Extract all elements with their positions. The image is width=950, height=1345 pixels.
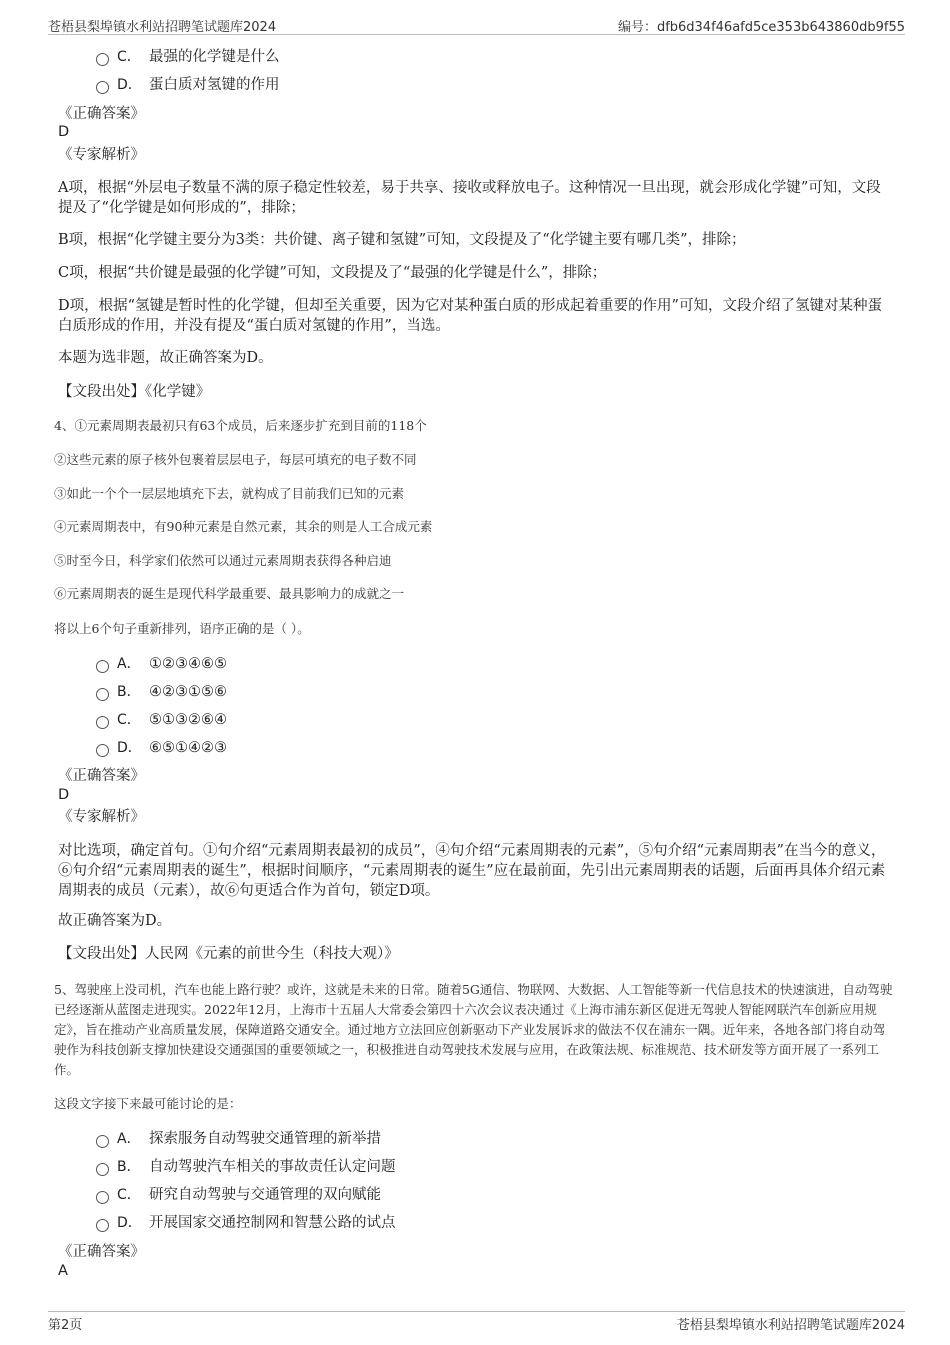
option-b[interactable]: B． 自动驾驶汽车相关的事故责任认定问题 (96, 1156, 396, 1178)
analysis-label: 《专家解析》 (58, 809, 145, 825)
option-text: 蛋白质对氢键的作用 (149, 77, 280, 93)
option-d[interactable]: D． ⑥⑤①④②③ (96, 737, 227, 759)
analysis-conclusion: 故正确答案为D。 (58, 913, 172, 929)
header-title: 苍梧县梨埠镇水利站招聘笔试题库2024 (48, 20, 277, 35)
analysis-paragraph: D项，根据“氢键是暂时性的化学键，但却至关重要，因为它对某种蛋白质的形成起着重要的作用”可知，文段介绍了氢键对某种蛋白质形成的作用，并没有提及“蛋白质对氢键的作用”，当选。 (58, 298, 882, 334)
analysis-conclusion: 本题为选非题，故正确答案为D。 (58, 350, 273, 366)
question-line: ⑤时至今日，科学家们依然可以通过元素周期表获得各种启迪 (54, 553, 392, 568)
analysis-paragraph: B项，根据“化学键主要分为3类：共价键、离子键和氢键”可知，文段提及了“化学键主要有哪几类”，排除； (58, 232, 746, 248)
answer-label: 《正确答案》 (58, 768, 145, 784)
footer-title: 苍梧县梨埠镇水利站招聘笔试题库2024 (676, 1318, 905, 1333)
option-text: ①②③④⑥⑤ (149, 656, 227, 672)
page-header (48, 14, 905, 35)
question-line: ⑥元素周期表的诞生是现代科学最重要、最具影响力的成就之一 (54, 586, 405, 601)
option-text: 开展国家交通控制网和智慧公路的试点 (149, 1215, 396, 1231)
question-prompt: 这段文字接下来最可能讨论的是： (54, 1096, 242, 1111)
option-b[interactable]: B． ④②③①⑤⑥ (96, 681, 227, 703)
option-text: 探索服务自动驾驶交通管理的新举措 (149, 1131, 381, 1147)
option-text: ④②③①⑤⑥ (149, 684, 227, 700)
source-citation: 【文段出处】《化学键》 (58, 384, 211, 400)
radio-icon[interactable] (96, 1191, 109, 1204)
radio-icon[interactable] (96, 1135, 109, 1148)
answer-value: D (58, 124, 70, 140)
option-text: 研究自动驾驶与交通管理的双向赋能 (149, 1187, 381, 1203)
option-text: 自动驾驶汽车相关的事故责任认定问题 (149, 1159, 396, 1175)
header-serial: 编号：dfb6d34f46afd5ce353b643860db9f55 (617, 20, 905, 35)
question-line: ②这些元素的原子核外包裹着层层电子，每层可填充的电子数不同 (54, 452, 417, 467)
page-number: 第2页 (48, 1318, 83, 1333)
radio-icon[interactable] (96, 53, 109, 66)
analysis-paragraph: C项，根据“共价键是最强的化学键”可知，文段提及了“最强的化学键是什么”，排除； (58, 265, 607, 281)
page-footer (48, 1311, 905, 1336)
question-passage: 5、驾驶座上没司机，汽车也能上路行驶？或许，这就是未来的日常。随着5G通信、物联网、大数据、人工智能等新一代信息技术的快速演进，自动驾驶已经逐渐从蓝图走进现实。2022年12月，上海市十五届人大常委会第四十六次会议表决通过《上海市浦东新区促进无驾驶人智能网联汽车创新应用规定》，旨在推动产业高质量发展，保障道路交通安全。通过地方立法回应创新驱动下产业发展诉求的做法不仅在浦东一隅。近年来，各地各部门将自动驾驶作为科技创新支撑加快建设交通强国的重要领域之一，积极推进自动驾驶技术发展与应用，在政策法规、标准规范、技术研发等方面开展了一系列工作。 (54, 982, 893, 1077)
question-line: ④元素周期表中，有90种元素是自然元素，其余的则是人工合成元素 (54, 519, 433, 534)
option-d[interactable]: D． 开展国家交通控制网和智慧公路的试点 (96, 1212, 396, 1234)
radio-icon[interactable] (96, 716, 109, 729)
option-c[interactable]: C． 研究自动驾驶与交通管理的双向赋能 (96, 1184, 381, 1206)
answer-value: A (58, 1263, 68, 1279)
option-text: ⑤①③②⑥④ (149, 712, 227, 728)
option-c[interactable]: C． ⑤①③②⑥④ (96, 709, 227, 731)
option-text: ⑥⑤①④②③ (149, 740, 227, 756)
option-a[interactable]: A． ①②③④⑥⑤ (96, 653, 227, 675)
analysis-label: 《专家解析》 (58, 147, 145, 163)
question-prompt: 将以上6个句子重新排列，语序正确的是（ ）。 (54, 621, 310, 636)
source-citation: 【文段出处】人民网《元素的前世今生（科技大观）》 (58, 946, 399, 962)
radio-icon[interactable] (96, 744, 109, 757)
option-d[interactable]: D． 蛋白质对氢键的作用 (96, 74, 280, 96)
option-c[interactable]: C． 最强的化学键是什么 (96, 46, 280, 68)
radio-icon[interactable] (96, 81, 109, 94)
option-a[interactable]: A． 探索服务自动驾驶交通管理的新举措 (96, 1128, 381, 1150)
radio-icon[interactable] (96, 660, 109, 673)
option-text: 最强的化学键是什么 (149, 49, 280, 65)
question-line: 4、①元素周期表最初只有63个成员，后来逐步扩充到目前的118个 (54, 418, 427, 433)
answer-value: D (58, 787, 70, 803)
answer-label: 《正确答案》 (58, 1244, 145, 1260)
radio-icon[interactable] (96, 1219, 109, 1232)
radio-icon[interactable] (96, 688, 109, 701)
question-line: ③如此一个个一层层地填充下去，就构成了目前我们已知的元素 (54, 486, 405, 501)
radio-icon[interactable] (96, 1163, 109, 1176)
analysis-paragraph: A项，根据“外层电子数量不满的原子稳定性较差，易于共享、接收或释放电子。这种情况一旦出现，就会形成化学键”可知，文段提及了“化学键是如何形成的”，排除； (58, 180, 881, 216)
analysis-paragraph: 对比选项，确定首句。①句介绍“元素周期表最初的成员”，④句介绍“元素周期表的元素”，⑤句介绍“元素周期表”在当今的意义，⑥句介绍“元素周期表的诞生”，根据时间顺序，“元素周期表的诞生”应在最前面，先引出元素周期表的话题，后面再具体介绍元素周期表的成员（元素），故⑥句更适合作为首句，锁定D项。 (58, 843, 886, 899)
answer-label: 《正确答案》 (58, 106, 145, 122)
